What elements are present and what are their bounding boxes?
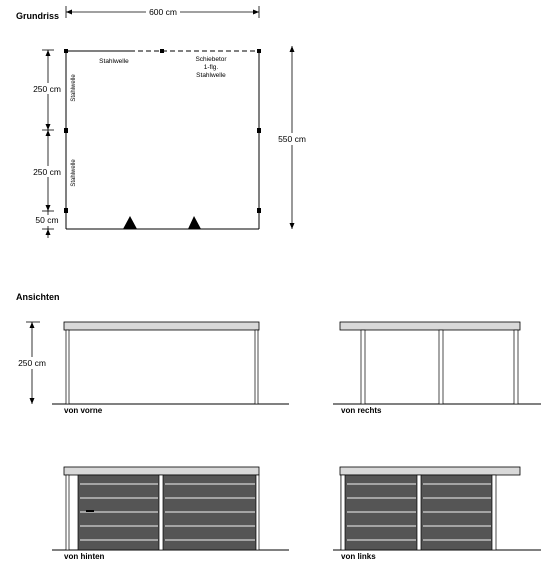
gate-label-line2: 1-flg. (203, 64, 219, 71)
post (256, 475, 259, 550)
roof (340, 322, 520, 330)
post (492, 475, 496, 550)
segment-label-1: 250 cm (33, 84, 61, 94)
post-marker (257, 128, 261, 133)
post (66, 330, 69, 404)
post-marker (257, 208, 261, 213)
width-dimension (66, 6, 259, 18)
wall-left-lower-label: Stahlwelle (71, 159, 77, 187)
view-label-right: von rechts (341, 406, 382, 415)
view-front (52, 322, 289, 404)
post (361, 330, 365, 404)
ansichten-title: Ansichten (16, 292, 60, 302)
height-label: 250 cm (18, 358, 46, 368)
view-right (333, 322, 541, 404)
width-label: 600 cm (149, 7, 177, 17)
grundriss-title: Grundriss (16, 11, 60, 21)
post (514, 330, 518, 404)
wall-left-upper-label: Stahlwelle (71, 74, 77, 102)
roof (64, 467, 259, 475)
post (159, 475, 163, 550)
depth-label: 550 cm (278, 134, 306, 144)
post-marker (64, 208, 68, 213)
floor-plan (64, 49, 261, 229)
gate-label-line3: Stahlwelle (196, 72, 226, 79)
post (255, 330, 258, 404)
gate-label-line1: Schiebetor (195, 56, 227, 63)
post (341, 475, 345, 550)
post-marker (64, 128, 68, 133)
roof (340, 467, 520, 475)
segment-label-2: 250 cm (33, 167, 61, 177)
wall-top-label: Stahlwelle (99, 58, 129, 65)
door-handle-icon (86, 510, 94, 512)
view-label-left: von links (341, 552, 376, 561)
depth-segments-dimension (30, 50, 64, 238)
segment-label-3: 50 cm (35, 215, 59, 225)
view-left (333, 467, 541, 550)
view-label-front: von vorne (64, 406, 103, 415)
entry-arrow-icon (123, 216, 137, 229)
post (439, 330, 443, 404)
post-marker (257, 49, 261, 53)
entry-arrow-icon (188, 216, 201, 229)
post-marker (160, 49, 164, 53)
post (66, 475, 69, 550)
view-label-back: von hinten (64, 552, 105, 561)
view-back (52, 467, 289, 550)
post (417, 475, 421, 550)
roof (64, 322, 259, 330)
post-marker (64, 49, 68, 53)
